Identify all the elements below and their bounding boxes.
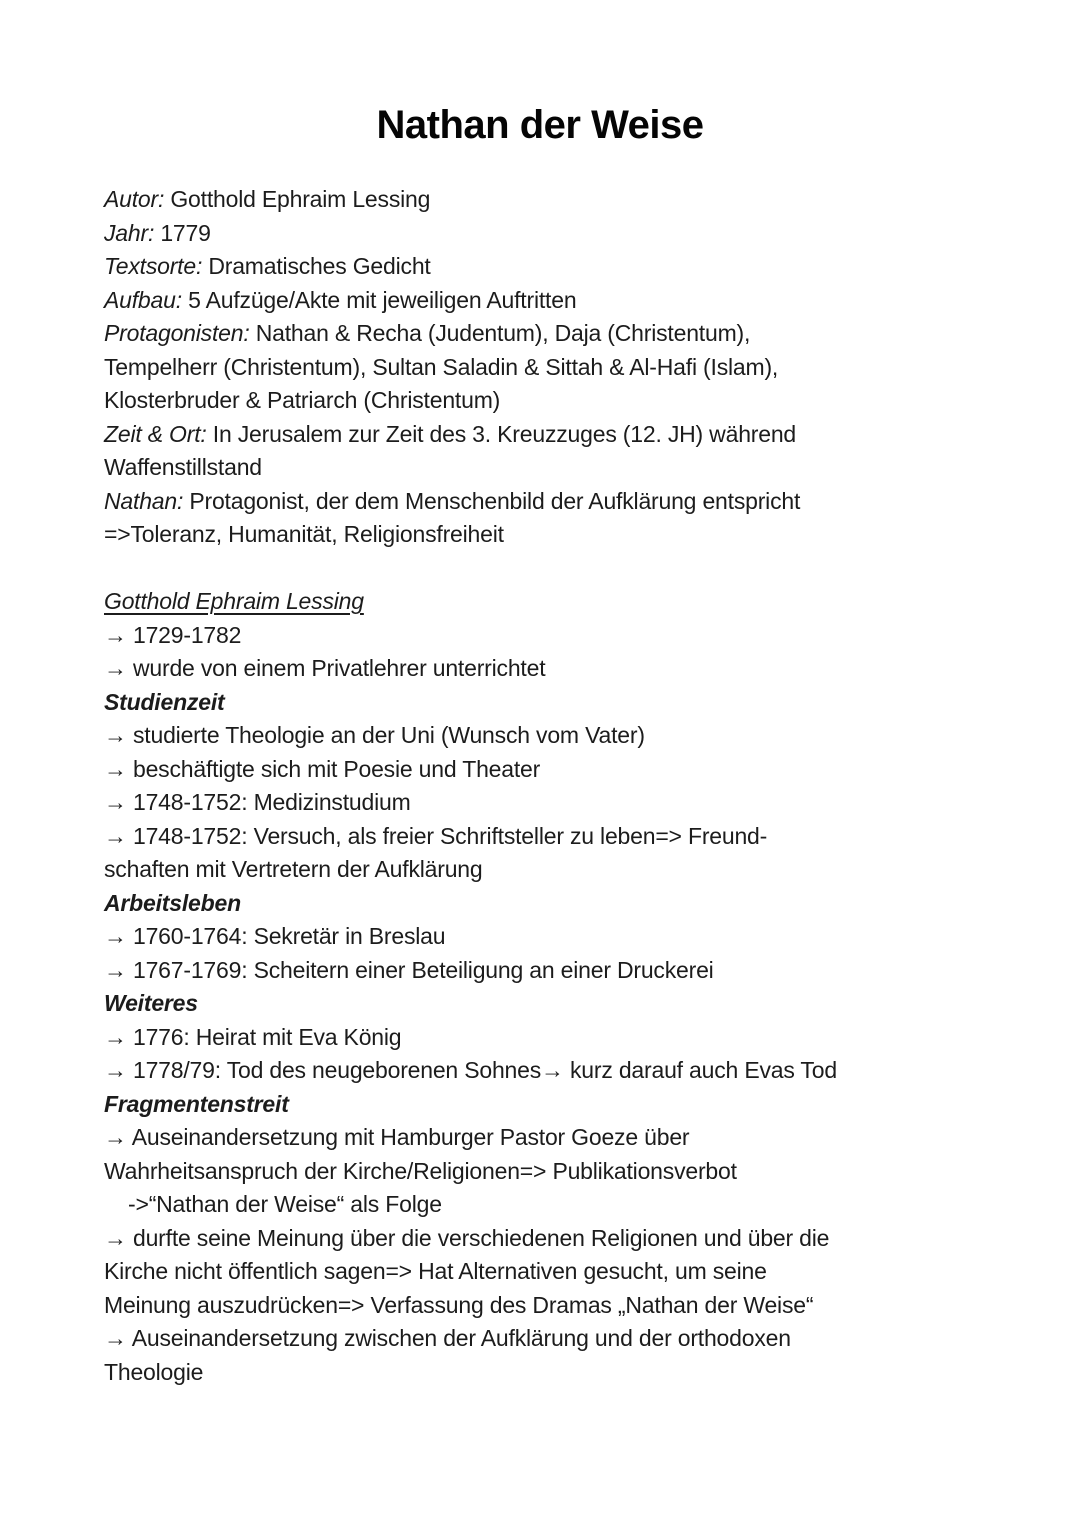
text-segment: 1760-1764: Sekretär in Breslau (133, 923, 446, 949)
text-segment: Wahrheitsanspruch der Kirche/Religionen=> Publikationsverbot (104, 1157, 737, 1184)
arrow-bullet-icon: → (104, 789, 133, 815)
arrow-bullet-icon: → (104, 822, 133, 849)
document-body (104, 183, 1020, 1389)
text-line (104, 853, 1020, 887)
text-segment: studierte Theologie an der Uni (Wunsch vom Vater) (133, 722, 645, 748)
text-segment: Zeit & Ort: (104, 420, 207, 447)
section-heading (104, 585, 1020, 619)
arrow-bullet-icon: → (104, 722, 133, 748)
text-line (104, 518, 1020, 552)
text-segment: Meinung auszudrücken=> Verfassung des Dramas „Nathan der Weise“ (104, 1291, 814, 1318)
text-segment: Auseinandersetzung zwischen der Aufklärung und der orthodoxen (131, 1325, 791, 1351)
text-line (104, 317, 1020, 351)
text-segment: 1748-1752: Versuch, als freier Schriftsteller zu leben=> Freund- (133, 822, 768, 849)
text-line (104, 351, 1020, 385)
arrow-bullet-icon: → (104, 1325, 132, 1351)
text-segment: Kirche nicht öffentlich sagen=> Hat Alternativen gesucht, um seine (104, 1258, 767, 1284)
text-line (104, 1356, 1020, 1390)
text-segment: 1778/79: Tod des neugeborenen Sohnes→ kurz darauf auch Evas Tod (133, 1057, 837, 1083)
text-segment: beschäftigte sich mit Poesie und Theater (133, 755, 541, 782)
text-segment: Textsorte: (104, 253, 203, 279)
text-segment: ->“Nathan der Weise“ als Folge (128, 1191, 442, 1217)
text-segment: durfte seine Meinung über die verschiedenen Religionen und über die (133, 1224, 830, 1251)
text-segment: Protagonist, der dem Menschenbild der Aufklärung entspricht (183, 487, 801, 514)
text-segment: 1729-1782 (133, 621, 242, 648)
bullet-line (104, 1322, 1020, 1356)
text-line (104, 183, 1020, 217)
blank-line (104, 552, 1020, 586)
bullet-line (104, 1021, 1020, 1055)
text-segment: Auseinandersetzung mit Hamburger Pastor Goeze über (131, 1124, 690, 1150)
text-line (104, 1188, 1020, 1222)
bullet-line (104, 920, 1020, 954)
bullet-line (104, 753, 1020, 787)
text-line (104, 1255, 1020, 1289)
text-segment: =>Toleranz, Humanität, Religionsfreiheit (104, 521, 504, 547)
text-line (104, 217, 1020, 251)
text-segment: 5 Aufzüge/Akte mit jeweiligen Auftritten (181, 286, 577, 313)
text-line (104, 451, 1020, 485)
page-title: Nathan der Weise (376, 103, 704, 147)
text-line (104, 1289, 1020, 1323)
bullet-line (104, 954, 1020, 988)
arrow-bullet-icon: → (104, 655, 133, 681)
arrow-bullet-icon: → (104, 1057, 133, 1083)
arrow-bullet-icon: → (104, 755, 133, 782)
text-segment: Aufbau: (104, 286, 182, 313)
sub-heading (104, 987, 1020, 1021)
text-segment: Dramatisches Gedicht (202, 253, 431, 279)
sub-heading (104, 686, 1020, 720)
arrow-bullet-icon: → (104, 1023, 133, 1050)
text-segment: wurde von einem Privatlehrer unterrichtet (133, 655, 546, 681)
bullet-line (104, 652, 1020, 686)
bullet-line (104, 1054, 1020, 1088)
arrow-bullet-icon: → (104, 956, 133, 983)
text-segment: Theologie (104, 1358, 204, 1385)
text-segment: Fragmentenstreit (104, 1090, 289, 1117)
bullet-line (104, 719, 1020, 753)
sub-heading (104, 887, 1020, 921)
bullet-line (104, 1222, 1020, 1256)
arrow-bullet-icon: → (104, 621, 133, 648)
text-line (104, 418, 1020, 452)
text-segment: Arbeitsleben (104, 889, 241, 916)
text-segment: In Jerusalem zur Zeit des 3. Kreuzzuges (12. JH) während (206, 420, 797, 447)
arrow-bullet-icon: → (104, 1124, 132, 1150)
text-line (104, 1155, 1020, 1189)
text-line (104, 250, 1020, 284)
text-segment: Gotthold Ephraim Lessing (164, 186, 431, 212)
text-segment: 1767-1769: Scheitern einer Beteiligung an einer Druckerei (133, 956, 714, 983)
arrow-bullet-icon: → (104, 1224, 133, 1251)
text-segment: Nathan: (104, 487, 184, 514)
arrow-bullet-icon: → (104, 923, 133, 949)
text-segment: 1779 (154, 219, 211, 246)
text-segment: Autor: (104, 186, 165, 212)
text-segment: Gotthold Ephraim Lessing (104, 588, 364, 614)
text-segment: Tempelherr (Christentum), Sultan Saladin & Sittah & Al-Hafi (Islam), (104, 353, 779, 380)
bullet-line (104, 820, 1020, 854)
text-line (104, 284, 1020, 318)
text-segment: 1748-1752: Medizinstudium (133, 789, 411, 815)
bullet-line (104, 786, 1020, 820)
text-segment: Klosterbruder & Patriarch (Christentum) (104, 387, 501, 413)
sub-heading (104, 1088, 1020, 1122)
text-segment: Protagonisten: (104, 320, 250, 346)
bullet-line (104, 619, 1020, 653)
text-segment: Weiteres (104, 990, 198, 1016)
text-segment: Jahr: (104, 219, 155, 246)
text-line (104, 384, 1020, 418)
text-segment: 1776: Heirat mit Eva König (133, 1023, 402, 1050)
text-line (104, 485, 1020, 519)
text-segment: Studienzeit (104, 688, 225, 715)
text-segment: Nathan & Recha (Judentum), Daja (Christentum), (249, 320, 751, 346)
text-segment: Waffenstillstand (104, 454, 262, 480)
text-segment: schaften mit Vertretern der Aufklärung (104, 856, 483, 882)
bullet-line (104, 1121, 1020, 1155)
